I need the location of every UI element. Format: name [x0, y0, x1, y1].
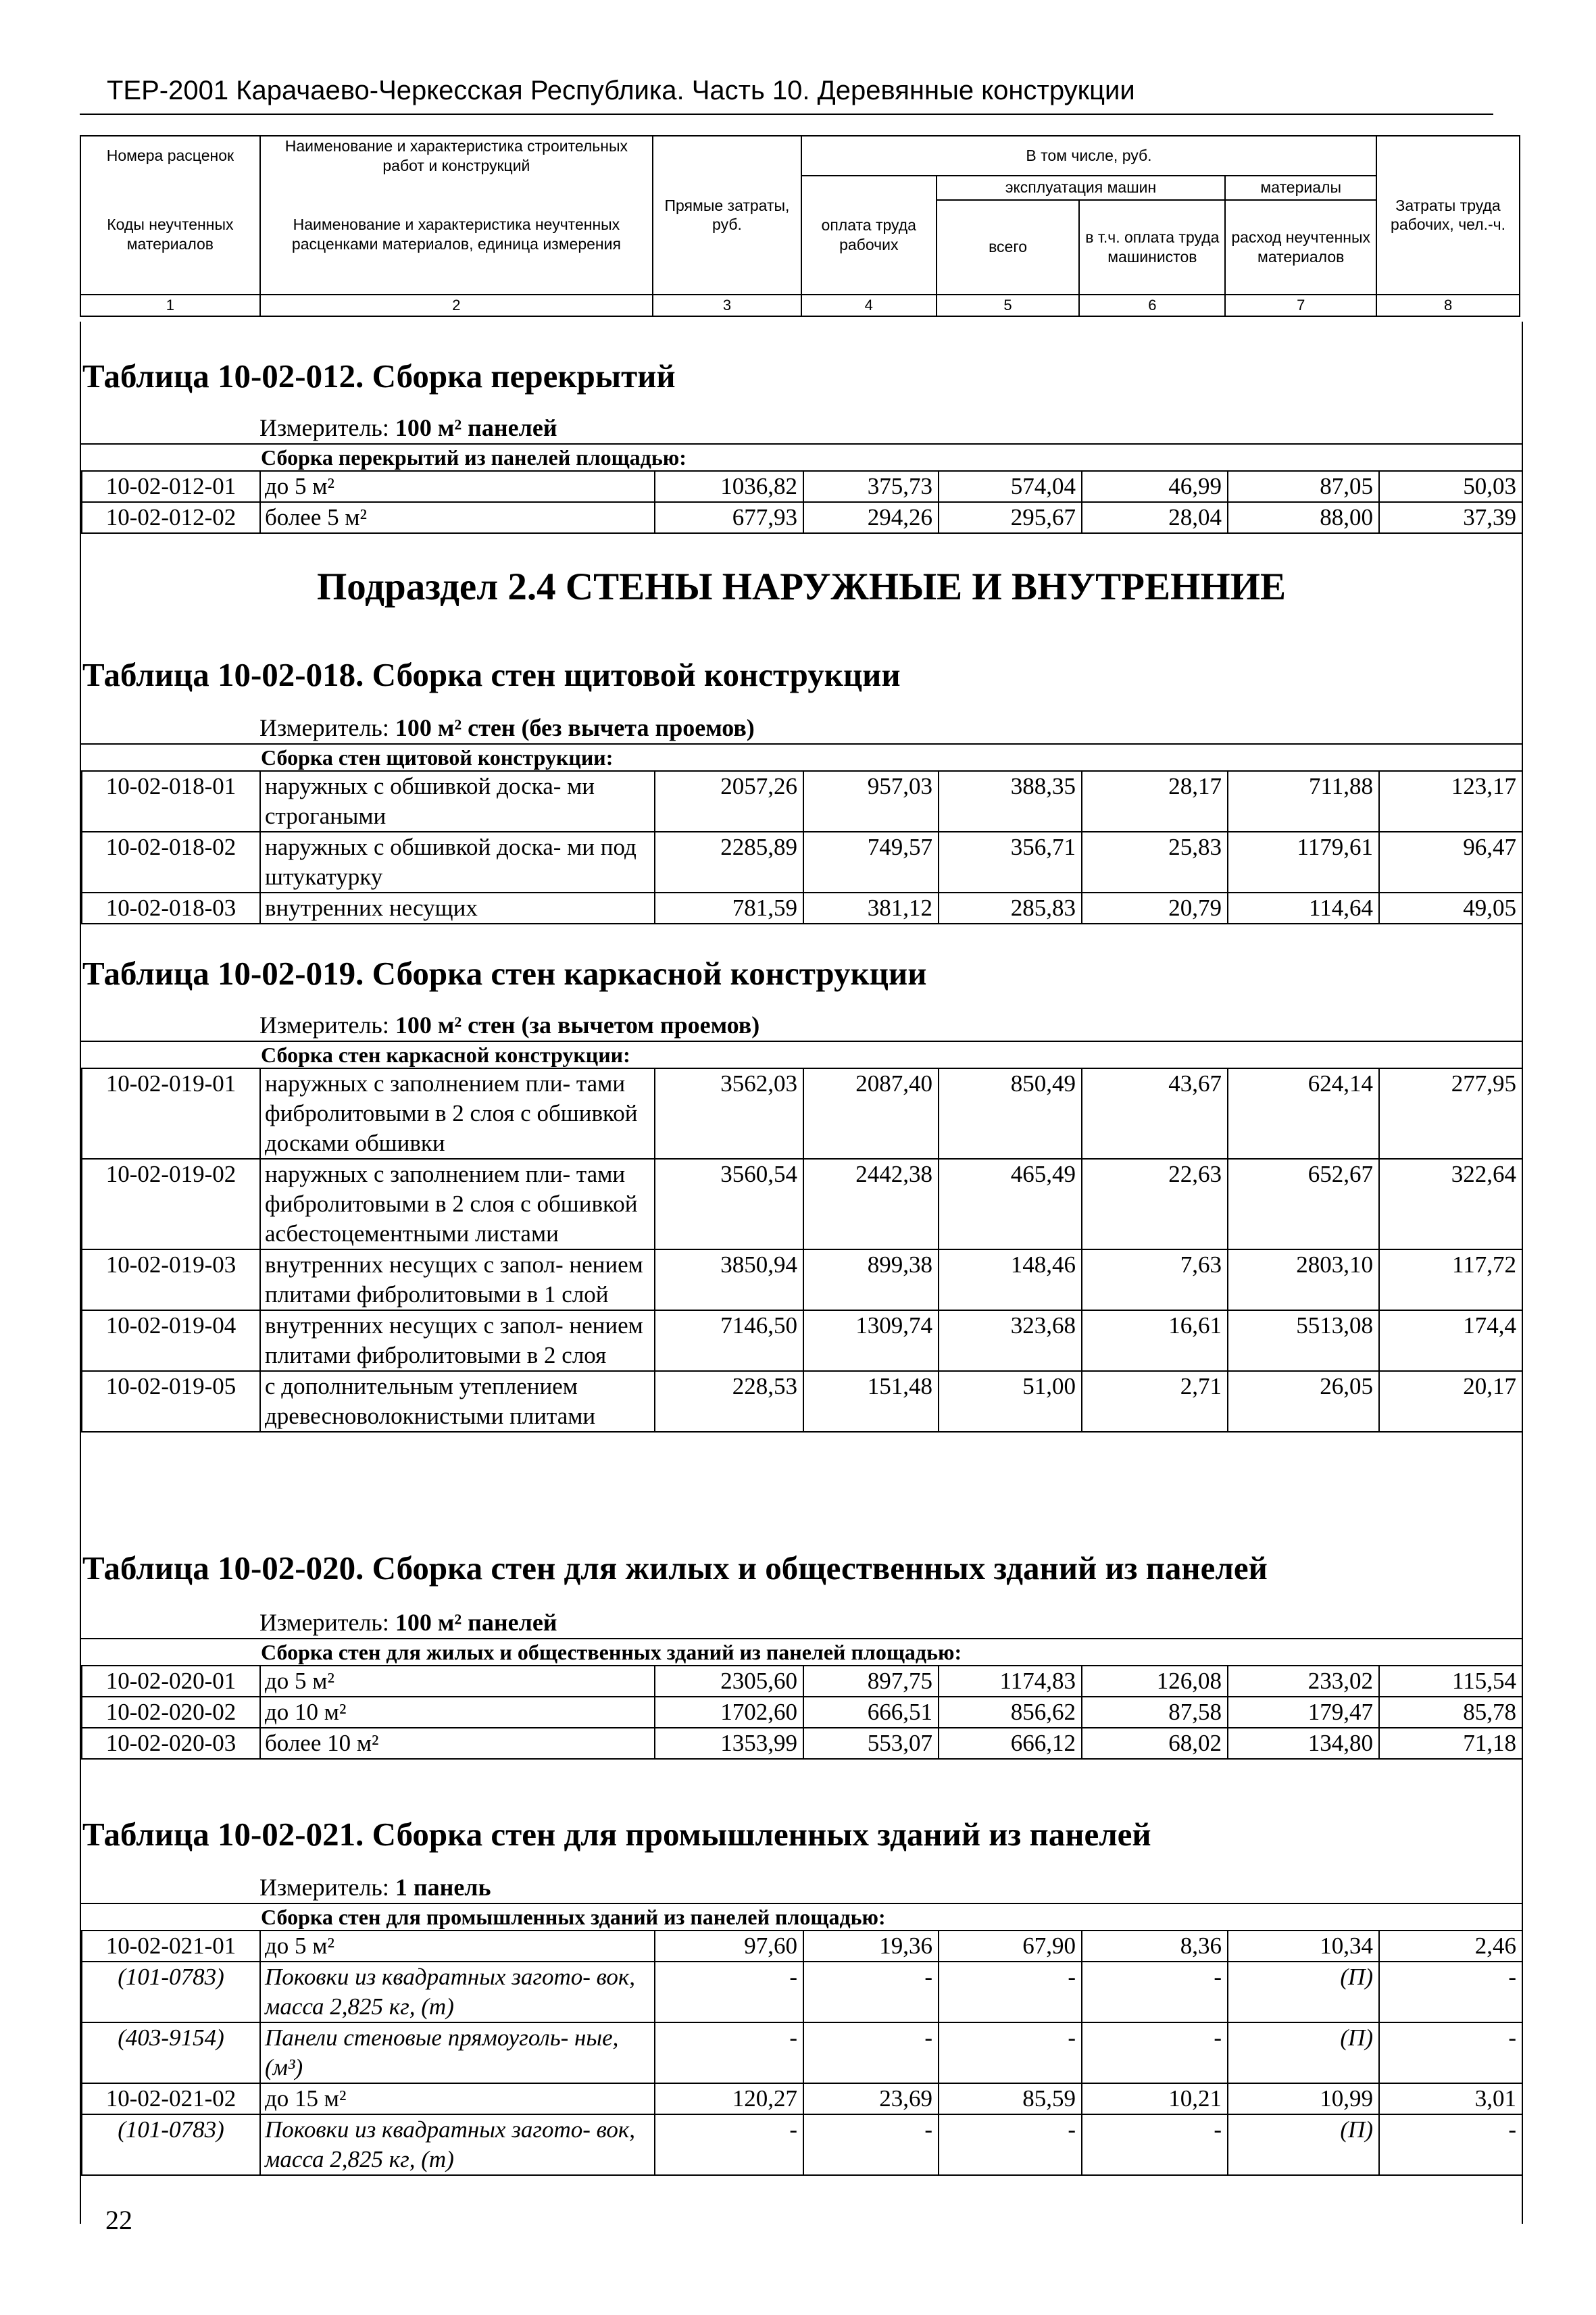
- cell-direct: 1702,60: [655, 1697, 803, 1728]
- table-row: [82, 471, 1522, 502]
- table-row: [82, 1931, 1522, 1962]
- cell-hours: 20,17: [1379, 1371, 1522, 1432]
- cell-hours: 71,18: [1379, 1728, 1522, 1759]
- measure-line: Измеритель: 100 м² панелей: [259, 1609, 557, 1636]
- rate-table-012: [81, 470, 1523, 534]
- col-labor-pay: оплата труда рабочих: [801, 176, 937, 295]
- cell-mat: 10,34: [1228, 1931, 1379, 1962]
- cell-code: (403-9154): [82, 2022, 260, 2083]
- cell-labor: -: [803, 2114, 939, 2175]
- cell-mat: 134,80: [1228, 1728, 1379, 1759]
- cell-labor: 899,38: [803, 1249, 939, 1310]
- cell-code: 10-02-019-01: [82, 1068, 260, 1159]
- rate-table-019: [81, 1068, 1523, 1433]
- col-num: 1: [80, 295, 260, 316]
- col-consumption: расход неучтенных материалов: [1225, 200, 1376, 295]
- cell-hours: 174,4: [1379, 1310, 1522, 1371]
- col-labor-costs: Затраты труда рабочих, чел.-ч.: [1376, 136, 1520, 295]
- cell-hours: 277,95: [1379, 1068, 1522, 1159]
- page-number: 22: [105, 2205, 132, 2235]
- cell-direct: -: [655, 2022, 803, 2083]
- cell-hours: 50,03: [1379, 471, 1522, 502]
- cell-hours: 37,39: [1379, 502, 1522, 533]
- cell-mach: 295,67: [939, 502, 1082, 533]
- cell-mat: 711,88: [1228, 771, 1379, 832]
- cell-code: 10-02-020-01: [82, 1666, 260, 1697]
- cell-mat: 624,14: [1228, 1068, 1379, 1159]
- cell-mach: 666,12: [939, 1728, 1082, 1759]
- cell-labor: 2087,40: [803, 1068, 939, 1159]
- table-subheader: Сборка стен для жилых и общественных зданий из панелей площадью:: [81, 1638, 1522, 1666]
- cell-labor: 553,07: [803, 1728, 939, 1759]
- cell-machinist: 22,63: [1082, 1159, 1228, 1249]
- cell-direct: 1036,82: [655, 471, 803, 502]
- cell-hours: 49,05: [1379, 893, 1522, 924]
- cell-hours: 123,17: [1379, 771, 1522, 832]
- cell-machinist: 43,67: [1082, 1068, 1228, 1159]
- cell-labor: 294,26: [803, 502, 939, 533]
- cell-code: 10-02-021-02: [82, 2083, 260, 2114]
- cell-direct: 97,60: [655, 1931, 803, 1962]
- cell-name: наружных с заполнением пли- тами фибролитовыми в 2 слоя с обшивкой асбестоцементными листами: [260, 1159, 655, 1249]
- rates-content: [80, 322, 1523, 2224]
- cell-labor: 1309,74: [803, 1310, 939, 1371]
- table-row: [82, 832, 1522, 893]
- col-num: 8: [1376, 295, 1520, 316]
- col-direct-costs: Прямые затраты, руб.: [653, 136, 801, 295]
- cell-name: до 5 м²: [260, 471, 655, 502]
- cell-labor: 19,36: [803, 1931, 939, 1962]
- cell-machinist: 16,61: [1082, 1310, 1228, 1371]
- table-title: Таблица 10-02-021. Сборка стен для промышленных зданий из панелей: [82, 1816, 1151, 1853]
- cell-direct: 3562,03: [655, 1068, 803, 1159]
- cell-hours: 85,78: [1379, 1697, 1522, 1728]
- cell-code: 10-02-019-04: [82, 1310, 260, 1371]
- cell-mach: 67,90: [939, 1931, 1082, 1962]
- cell-mach: 323,68: [939, 1310, 1082, 1371]
- cell-mach: 51,00: [939, 1371, 1082, 1432]
- col-num: 5: [937, 295, 1080, 316]
- table-row: [82, 2114, 1522, 2175]
- cell-name: до 10 м²: [260, 1697, 655, 1728]
- cell-direct: 120,27: [655, 2083, 803, 2114]
- col-num: 2: [260, 295, 653, 316]
- cell-name: до 5 м²: [260, 1931, 655, 1962]
- cell-direct: 781,59: [655, 893, 803, 924]
- measure-line: Измеритель: 100 м² стен (за вычетом проемов): [259, 1012, 760, 1039]
- cell-direct: 3560,54: [655, 1159, 803, 1249]
- cell-code: 10-02-012-02: [82, 502, 260, 533]
- cell-labor: 957,03: [803, 771, 939, 832]
- cell-machinist: -: [1082, 1962, 1228, 2022]
- measure-line: Измеритель: 1 панель: [259, 1874, 491, 1901]
- cell-mach: 850,49: [939, 1068, 1082, 1159]
- col-material-name: Наименование и характеристика неучтенных расценками материалов, единица измерения: [260, 176, 653, 295]
- cell-direct: 2285,89: [655, 832, 803, 893]
- cell-machinist: 68,02: [1082, 1728, 1228, 1759]
- table-row: [82, 1697, 1522, 1728]
- rate-table-021: [81, 1930, 1523, 2176]
- col-machinist-pay: в т.ч. оплата труда машинистов: [1079, 200, 1225, 295]
- cell-name: наружных с обшивкой доска- ми строгаными: [260, 771, 655, 832]
- cell-name: Панели стеновые прямоуголь- ные, (м³): [260, 2022, 655, 2083]
- table-subheader: Сборка перекрытий из панелей площадью:: [81, 443, 1522, 472]
- cell-code: 10-02-019-03: [82, 1249, 260, 1310]
- col-work-name: Наименование и характеристика строительных работ и конструкций: [260, 136, 653, 176]
- cell-mach: 85,59: [939, 2083, 1082, 2114]
- cell-mat: 10,99: [1228, 2083, 1379, 2114]
- table-row: [82, 502, 1522, 533]
- col-num: 6: [1079, 295, 1225, 316]
- cell-labor: 375,73: [803, 471, 939, 502]
- col-num: 7: [1225, 295, 1376, 316]
- cell-direct: 677,93: [655, 502, 803, 533]
- cell-direct: -: [655, 1962, 803, 2022]
- cell-mat: (П): [1228, 2022, 1379, 2083]
- subsection-title: Подраздел 2.4 СТЕНЫ НАРУЖНЫЕ И ВНУТРЕННИЕ: [316, 566, 1287, 608]
- cell-name: Поковки из квадратных загото- вок, масса 2,825 кг, (т): [260, 1962, 655, 2022]
- cell-hours: -: [1379, 2114, 1522, 2175]
- cell-mat: 2803,10: [1228, 1249, 1379, 1310]
- page-header-title: ТЕР-2001 Карачаево-Черкесская Республика. Часть 10. Деревянные конструкции: [107, 76, 1135, 105]
- cell-name: до 15 м²: [260, 2083, 655, 2114]
- col-machines: эксплуатация машин: [937, 176, 1226, 200]
- cell-mach: -: [939, 2114, 1082, 2175]
- cell-name: с дополнительным утеплением древесноволокнистыми плитами: [260, 1371, 655, 1432]
- cell-direct: 2305,60: [655, 1666, 803, 1697]
- table-subheader: Сборка стен для промышленных зданий из панелей площадью:: [81, 1903, 1522, 1931]
- measure-line: Измеритель: 100 м² панелей: [259, 414, 557, 441]
- cell-mach: 356,71: [939, 832, 1082, 893]
- cell-name: Поковки из квадратных загото- вок, масса 2,825 кг, (т): [260, 2114, 655, 2175]
- cell-name: наружных с заполнением пли- тами фибролитовыми в 2 слоя с обшивкой досками обшивки: [260, 1068, 655, 1159]
- col-num: 3: [653, 295, 801, 316]
- cell-mach: -: [939, 2022, 1082, 2083]
- cell-mat: (П): [1228, 1962, 1379, 2022]
- cell-labor: 2442,38: [803, 1159, 939, 1249]
- cell-labor: 381,12: [803, 893, 939, 924]
- col-rate-numbers: Номера расценок: [80, 136, 260, 176]
- col-including: В том числе, руб.: [801, 136, 1376, 176]
- cell-mach: 856,62: [939, 1697, 1082, 1728]
- cell-name: внутренних несущих с запол- нением плитами фибролитовыми в 1 слой: [260, 1249, 655, 1310]
- cell-hours: -: [1379, 1962, 1522, 2022]
- cell-machinist: 25,83: [1082, 832, 1228, 893]
- cell-hours: 322,64: [1379, 1159, 1522, 1249]
- cell-code: 10-02-019-02: [82, 1159, 260, 1249]
- cell-mach: 285,83: [939, 893, 1082, 924]
- cell-labor: 749,57: [803, 832, 939, 893]
- cell-labor: -: [803, 1962, 939, 2022]
- cell-direct: 1353,99: [655, 1728, 803, 1759]
- cell-machinist: 87,58: [1082, 1697, 1228, 1728]
- cell-machinist: 2,71: [1082, 1371, 1228, 1432]
- cell-mat: 88,00: [1228, 502, 1379, 533]
- table-row: [82, 2083, 1522, 2114]
- cell-machinist: 20,79: [1082, 893, 1228, 924]
- cell-labor: 897,75: [803, 1666, 939, 1697]
- col-machines-total: всего: [937, 200, 1080, 295]
- cell-name: внутренних несущих с запол- нением плитами фибролитовыми в 2 слоя: [260, 1310, 655, 1371]
- cell-name: более 5 м²: [260, 502, 655, 533]
- cell-mat: 1179,61: [1228, 832, 1379, 893]
- col-num: 4: [801, 295, 937, 316]
- cell-machinist: 28,17: [1082, 771, 1228, 832]
- cell-mat: 26,05: [1228, 1371, 1379, 1432]
- cell-code: 10-02-018-03: [82, 893, 260, 924]
- cell-mat: 179,47: [1228, 1697, 1379, 1728]
- cell-machinist: -: [1082, 2114, 1228, 2175]
- col-codes: Коды неучтенных материалов: [80, 176, 260, 295]
- cell-hours: 117,72: [1379, 1249, 1522, 1310]
- cell-machinist: 10,21: [1082, 2083, 1228, 2114]
- cell-direct: 7146,50: [655, 1310, 803, 1371]
- table-row: [82, 2022, 1522, 2083]
- cell-labor: 23,69: [803, 2083, 939, 2114]
- table-subheader: Сборка стен каркасной конструкции:: [81, 1041, 1522, 1069]
- cell-machinist: 46,99: [1082, 471, 1228, 502]
- table-title: Таблица 10-02-018. Сборка стен щитовой конструкции: [82, 656, 901, 693]
- cell-machinist: -: [1082, 2022, 1228, 2083]
- cell-mat: 5513,08: [1228, 1310, 1379, 1371]
- cell-mach: 1174,83: [939, 1666, 1082, 1697]
- table-row: [82, 1159, 1522, 1249]
- table-row: [82, 1371, 1522, 1432]
- cell-hours: 2,46: [1379, 1931, 1522, 1962]
- col-materials: материалы: [1225, 176, 1376, 200]
- cell-name: более 10 м²: [260, 1728, 655, 1759]
- cell-code: 10-02-018-02: [82, 832, 260, 893]
- cell-mat: 652,67: [1228, 1159, 1379, 1249]
- cell-mach: 574,04: [939, 471, 1082, 502]
- cell-code: 10-02-020-03: [82, 1728, 260, 1759]
- cell-code: 10-02-019-05: [82, 1371, 260, 1432]
- cell-code: 10-02-020-02: [82, 1697, 260, 1728]
- cell-name: наружных с обшивкой доска- ми под штукатурку: [260, 832, 655, 893]
- cell-code: 10-02-018-01: [82, 771, 260, 832]
- cell-machinist: 126,08: [1082, 1666, 1228, 1697]
- table-row: [82, 893, 1522, 924]
- header-rule: [80, 114, 1493, 115]
- table-row: [82, 1728, 1522, 1759]
- cell-machinist: 7,63: [1082, 1249, 1228, 1310]
- table-row: [82, 1249, 1522, 1310]
- cell-mat: 114,64: [1228, 893, 1379, 924]
- table-row: [82, 1310, 1522, 1371]
- cell-direct: -: [655, 2114, 803, 2175]
- cell-mat: (П): [1228, 2114, 1379, 2175]
- cell-hours: -: [1379, 2022, 1522, 2083]
- cell-direct: 3850,94: [655, 1249, 803, 1310]
- cell-hours: 96,47: [1379, 832, 1522, 893]
- cell-mat: 233,02: [1228, 1666, 1379, 1697]
- cell-labor: 666,51: [803, 1697, 939, 1728]
- cell-code: (101-0783): [82, 1962, 260, 2022]
- table-row: [82, 1962, 1522, 2022]
- cell-mach: 148,46: [939, 1249, 1082, 1310]
- rate-table-018: [81, 770, 1523, 924]
- cell-machinist: 28,04: [1082, 502, 1228, 533]
- column-header-table: [80, 135, 1520, 317]
- table-title: Таблица 10-02-019. Сборка стен каркасной конструкции: [82, 955, 927, 992]
- cell-hours: 3,01: [1379, 2083, 1522, 2114]
- table-title: Таблица 10-02-020. Сборка стен для жилых и общественных зданий из панелей: [82, 1549, 1268, 1587]
- cell-name: внутренних несущих: [260, 893, 655, 924]
- cell-direct: 228,53: [655, 1371, 803, 1432]
- cell-labor: 151,48: [803, 1371, 939, 1432]
- cell-name: до 5 м²: [260, 1666, 655, 1697]
- cell-mach: -: [939, 1962, 1082, 2022]
- cell-code: (101-0783): [82, 2114, 260, 2175]
- cell-hours: 115,54: [1379, 1666, 1522, 1697]
- measure-line: Измеритель: 100 м² стен (без вычета проемов): [259, 714, 755, 741]
- rate-table-020: [81, 1665, 1523, 1760]
- cell-code: 10-02-012-01: [82, 471, 260, 502]
- cell-mach: 465,49: [939, 1159, 1082, 1249]
- cell-code: 10-02-021-01: [82, 1931, 260, 1962]
- cell-machinist: 8,36: [1082, 1931, 1228, 1962]
- cell-labor: -: [803, 2022, 939, 2083]
- table-row: [82, 771, 1522, 832]
- cell-mach: 388,35: [939, 771, 1082, 832]
- table-row: [82, 1666, 1522, 1697]
- cell-mat: 87,05: [1228, 471, 1379, 502]
- table-subheader: Сборка стен щитовой конструкции:: [81, 743, 1522, 772]
- cell-direct: 2057,26: [655, 771, 803, 832]
- table-title: Таблица 10-02-012. Сборка перекрытий: [82, 357, 676, 395]
- table-row: [82, 1068, 1522, 1159]
